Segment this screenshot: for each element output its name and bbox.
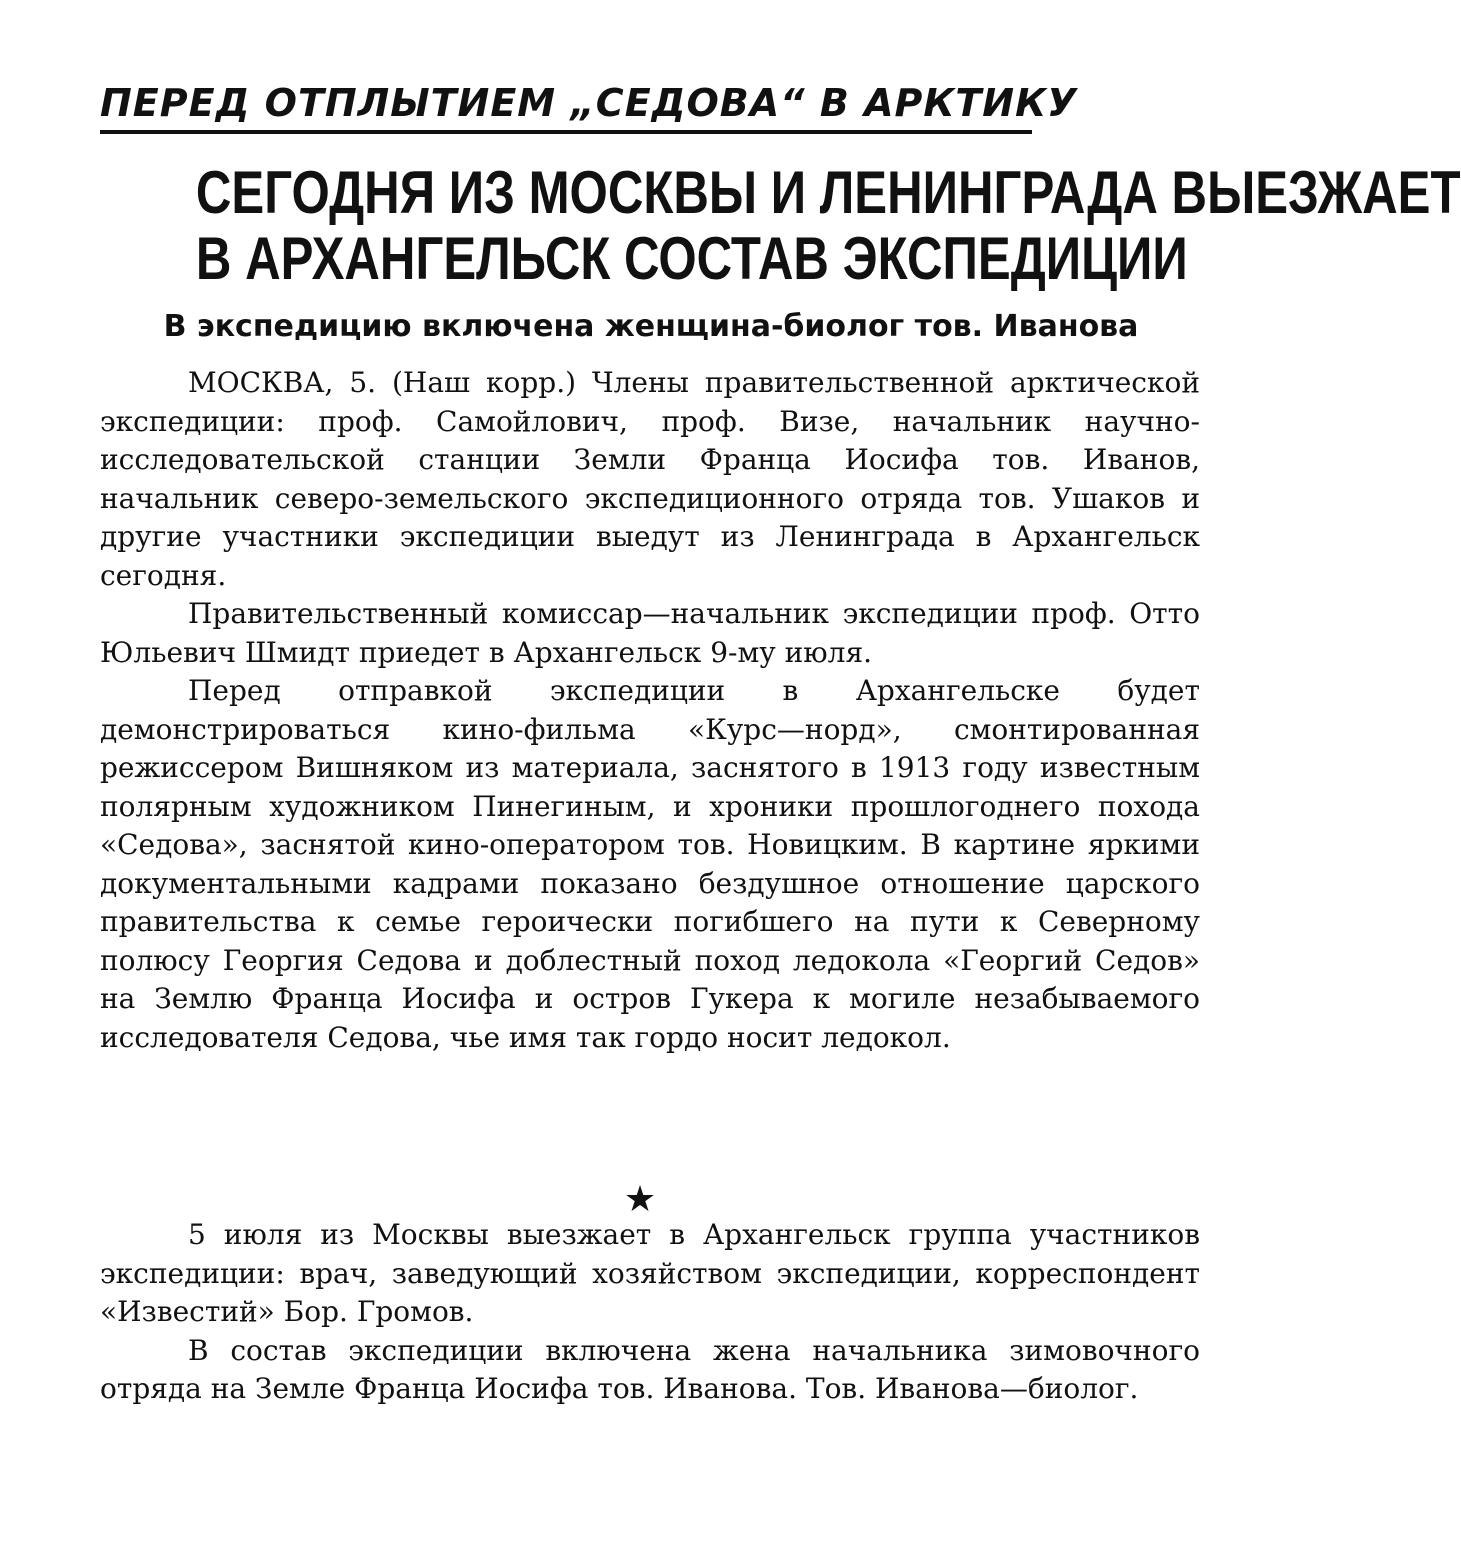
article-paragraph-3: Перед отправкой экспедиции в Архангельске будет демонстрироваться кино-фильма «Курс—норд», смонтированная режиссером Вишняком из материала, заснятого в 1913 году известным полярным художником Пинегиным, и хроники прошлогоднего похода «Седова», заснятой кино-оператором тов. Новицким. В картине яркими документальными кадрами показано бездушное отношение царского правительства к семье героически погибшего на пути к Северному полюсу Георгия Седова и доблестный поход ледокола «Георгий Седов» на Землю Франца Иосифа и остров Гукера к могиле незабываемого исследователя Седова, чье имя так гордо носит ледокол. [100, 674, 1200, 1054]
article-paragraph-2: Правительственный комиссар—начальник экспедиции проф. Отто Юльевич Шмидт приедет в Архангельск 9-му июля. [100, 597, 1200, 669]
subheadline: В экспедицию включена женщина-биолог тов. Иванова [163, 309, 1139, 344]
article-body [100, 364, 1200, 1057]
star-separator-icon: ★ [623, 1179, 657, 1220]
headline [96, 159, 1461, 292]
article-paragraph-1: МОСКВА, 5. (Наш корр.) Члены правительственной арктической экспедиции: проф. Самойлович, проф. Визе, начальник научно-исследовательской станции Земли Франца Иосифа тов. Иванов, начальник северо-земельского экспедиционного отряда тов. Ушаков и другие участники экспедиции выедут из Ленинграда в Архангельск сегодня. [100, 366, 1200, 592]
section-rubric: ПЕРЕД ОТПЛЫТИЕМ „СЕДОВА“ В АРКТИКУ [100, 81, 1078, 125]
news-paragraph-2: В состав экспедиции включена жена начальника зимовочного отряда на Земле Франца Иосифа тов. Иванова. Тов. Иванова—биолог. [100, 1333, 1200, 1405]
news-note [100, 1216, 1200, 1409]
headline-line-2: В АРХАНГЕЛЬСК СОСТАВ ЭКСПЕДИЦИИ [195, 225, 1188, 292]
news-paragraph-1: 5 июля из Москвы выезжает в Архангельск группа участников экспедиции: врач, заведующий хозяйством экспедиции, корреспондент «Известий» Бор. Громов. [100, 1218, 1200, 1328]
headline-line-1: СЕГОДНЯ ИЗ МОСКВЫ И ЛЕНИНГРАДА ВЫЕЗЖАЕТ [195, 159, 1461, 226]
rubric-underline [100, 130, 1032, 134]
